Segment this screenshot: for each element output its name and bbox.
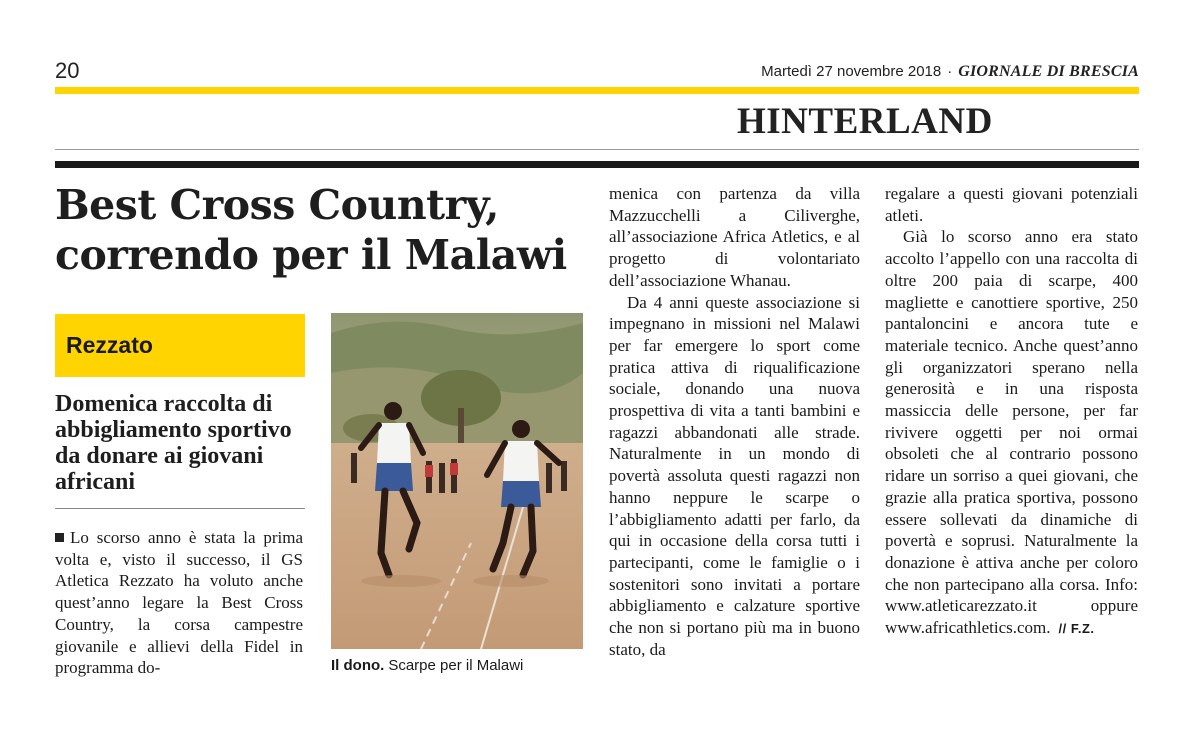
column1-text: Lo scorso anno è stata la prima volta e, visto il successo, il GS Atletica Rezzato ha voluto anche quest’anno legare la Best Cross Country, la corsa campestre giovanile e allievi della Fidel in programma do- [55,528,303,678]
caption-title: Il dono. [331,657,385,674]
header-yellow-rule [55,87,1139,94]
article-paragraph [55,527,303,679]
section-thin-rule [55,149,1139,150]
section-thick-rule [55,161,1139,168]
article-paragraph: menica con partenza da villa Mazzucchelli a Ciliverghe, all’associazione Africa Atletics, e al progetto di volontariato dell’associazione Whanau. [609,184,860,290]
paragraph-start-square-icon [55,533,64,542]
header-separator: · [947,63,953,80]
article-paragraph: Da 4 anni queste associazione si impegnano in missioni nel Malawi per far emergere lo sport come pratica attiva di riqualificazione sociale, donando una nuova prospettiva di vita a tanti bambini e ragazzi abbandonati alle strade. Naturalmente in un mondo di povertà assoluta questi ragazzi non hanno neppure le scarpe o l’abbigliamento adatti per farlo, da qui in occasione della corsa tutti i partecipanti, come le famiglie o i sostenitori sono invitati a portare abbigliamento e calzature sportive che non si portano più ma in buono stato, da [609,292,860,659]
article-headline: Best Cross Country, correndo per il Malawi [55,181,567,279]
issue-date: Martedì 27 novembre 2018 [761,63,942,80]
location-tag [55,314,305,377]
article-subheadline: Domenica raccolta di abbigliamento sportivo da donare ai giovani africani [55,391,292,495]
runners-photo-illustration [331,313,583,649]
article-photo [331,313,583,649]
page-header-info [761,63,1139,81]
newspaper-name: GIORNALE DI BRESCIA [958,63,1139,80]
article-paragraph: regalare a questi giovani potenziali atleti. [885,184,1138,225]
photo-caption [331,657,523,674]
location-label: Rezzato [66,332,153,358]
section-title: HINTERLAND [737,101,993,142]
article-column-3 [609,183,860,660]
subheadline-rule [55,508,305,509]
article-column-4 [885,183,1138,639]
article-column-1 [55,527,303,679]
author-signature: // F.Z. [1058,621,1095,637]
column4-text: Già lo scorso anno era stato accolto l’appello con una raccolta di oltre 200 paia di scarpe, 400 magliette e canottiere sportive, 250 pantaloncini e ancora tute e materiale tecnico. Anche quest’anno gli organizzatori sperano nella generosità e in una risposta massiccia delle persone, per far rivivere oggetti per noi ormai obsoleti che al contrario possono ridare un sorriso a quei giovani, che grazie alla pratica sportiva, possono essere sollevati da dinamiche di povertà e soprusi. Naturalmente la donazione è attiva anche per coloro che non partecipano alla corsa. Info: www.atleticarezzato.it oppure www.africathletics.com. [885,227,1138,638]
caption-text: Scarpe per il Malawi [388,657,524,674]
article-paragraph [885,226,1138,638]
page-number: 20 [55,58,80,83]
